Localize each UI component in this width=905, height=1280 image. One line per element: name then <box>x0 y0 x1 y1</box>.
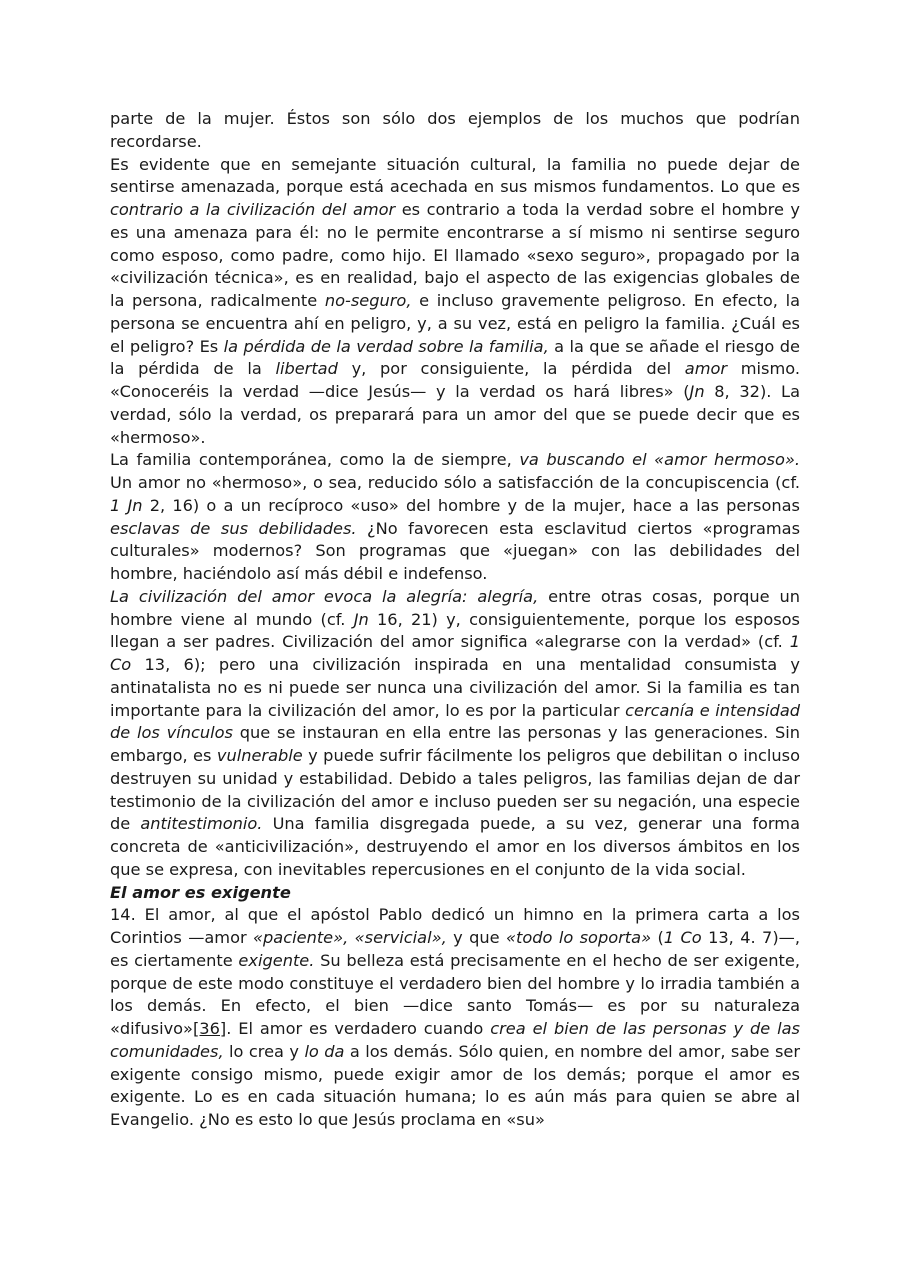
footnote-link-36[interactable]: [36] <box>192 1019 227 1038</box>
text: 8, 32). La verdad, sólo la verdad, os preparará para un amor del que se puede decir que es «hermoso». <box>110 382 800 447</box>
italic-text: exigente. <box>238 950 315 970</box>
text: entre otras cosas, porque un hombre viene al mundo (cf. <box>110 586 801 629</box>
text: y puede sufrir fácilmente los peligros que debilitan o incluso destruyen su unidad y estabilidad. Debido a tales peligros, las familias dejan de dar testimonio de la civilización del amor e incluso pueden ser su negación, una especie de <box>110 746 800 834</box>
text: es contrario a toda la verdad sobre el hombre y es una amenaza para él: no le permite encontrarse a sí mismo ni sentirse seguro como esposo, como padre, como hijo. El llamado «sexo seguro», propagado por la «civilización técnica», es en realidad, bajo el aspecto de las exigencias globales de la persona, radicalmente <box>110 200 800 310</box>
text: que se instauran en ella entre las personas y las generaciones. Sin embargo, es <box>110 723 800 765</box>
text: 2, 16) o a un recíproco «uso» del hombre y de la mujer, hace a las personas <box>142 495 800 515</box>
italic-text: crea el bien de las personas y de las comunidades, <box>110 1019 800 1061</box>
paragraph-1 <box>110 108 800 154</box>
text: 16, 21) y, consiguientemente, porque los esposos llegan a ser padres. Civilización del amor significa «alegrarse con la verdad» (cf. <box>110 609 800 652</box>
text: ¿No favorecen esta esclavitud ciertos «programas culturales» modernos? Son programas que «juegan» con las debilidades del hombre, haciéndolo así más débil e indefenso. <box>110 518 801 583</box>
text: . El amor es verdadero cuando <box>226 1019 491 1038</box>
italic-text: no-seguro, <box>324 291 412 310</box>
text: lo crea y <box>223 1041 305 1061</box>
text: Un amor no «hermoso», o sea, reducido sólo a satisfacción de la concupiscencia (cf. <box>110 473 800 492</box>
text: Una familia disgregada puede, a su vez, generar una forma concreta de «anticivilización», destruyendo el amor en los diversos ámbitos en los que se expresa, con inevitables repercusiones en el conjunto de la vida social. <box>110 814 800 879</box>
text: y que <box>446 928 507 947</box>
text: mismo. «Conoceréis la verdad —dice Jesús— y la verdad os hará libres» ( <box>110 359 800 401</box>
italic-text: 1 Jn <box>110 495 143 515</box>
section-heading: El amor es exigente <box>110 882 291 902</box>
italic-text: libertad <box>275 359 338 379</box>
italic-text: «todo lo soporta» <box>506 928 652 947</box>
italic-text: «paciente», «servicial», <box>253 928 447 947</box>
italic-text: La civilización del amor evoca la alegría: alegría, <box>110 586 539 606</box>
italic-text: cercanía e intensidad de los vínculos <box>110 700 801 743</box>
italic-text: Jn <box>689 382 705 401</box>
text: a la que se añade el riesgo de la pérdida de la <box>110 336 800 379</box>
text: parte de la mujer. Éstos son sólo dos ejemplos de los muchos que podrían recordarse. <box>110 109 800 151</box>
italic-text: va buscando el «amor hermoso». <box>519 450 800 470</box>
paragraph-5 <box>110 904 800 1132</box>
text: ( <box>651 928 664 947</box>
document-page <box>110 108 800 1132</box>
text: Su belleza está precisamente en el hecho de ser exigente, porque de este modo constituye el verdadero bien del hombre y lo irradia también a los demás. En efecto, el bien —dice santo Tomás— es por su naturaleza «difusivo» <box>110 950 800 1038</box>
italic-text: antitestimonio. <box>140 814 263 834</box>
text: 14. El amor, al que el apóstol Pablo dedicó un himno en la primera carta a los Corintios —amor <box>110 905 800 947</box>
paragraph-4 <box>110 586 800 882</box>
italic-text: 1 Co <box>110 632 800 674</box>
italic-text: amor <box>684 359 728 379</box>
text: Es evidente que en semejante situación cultural, la familia no puede dejar de sentirse amenazada, porque está acechada en sus mismos fundamentos. Lo que es <box>110 154 800 197</box>
text: La familia contemporánea, como la de siempre, <box>110 450 520 470</box>
italic-text: esclavas de sus debilidades. <box>110 518 357 538</box>
italic-text: vulnerable <box>216 746 303 765</box>
text: y, por consiguiente, la pérdida del <box>337 359 685 379</box>
paragraph-2 <box>110 154 800 450</box>
italic-text: lo da <box>304 1041 345 1061</box>
text: e incluso gravemente peligroso. En efecto, la persona se encuentra ahí en peligro, y, a su vez, está en peligro la familia. ¿Cuál es el peligro? Es <box>110 291 800 356</box>
paragraph-3 <box>110 449 800 586</box>
italic-text: contrario a la civilización del amor <box>110 200 396 219</box>
italic-text: Jn <box>353 609 369 629</box>
italic-text: 1 Co <box>663 928 702 947</box>
text: a los demás. Sólo quien, en nombre del amor, sabe ser exigente consigo mismo, puede exigir amor de los demás; porque el amor es exigente. Lo es en cada situación humana; lo es aún más para quien se abre al Evangelio. ¿No es esto lo que Jesús proclama en «su» <box>110 1041 800 1129</box>
text: 13, 4. 7)—, es ciertamente <box>110 928 801 970</box>
italic-text: la pérdida de la verdad sobre la familia, <box>223 336 549 356</box>
text: 13, 6); pero una civilización inspirada en una mentalidad consumista y antinatalista no es ni puede ser nunca una civilización del amor. Si la familia es tan importante para la civilización del amor, lo es por la particular <box>110 655 800 720</box>
